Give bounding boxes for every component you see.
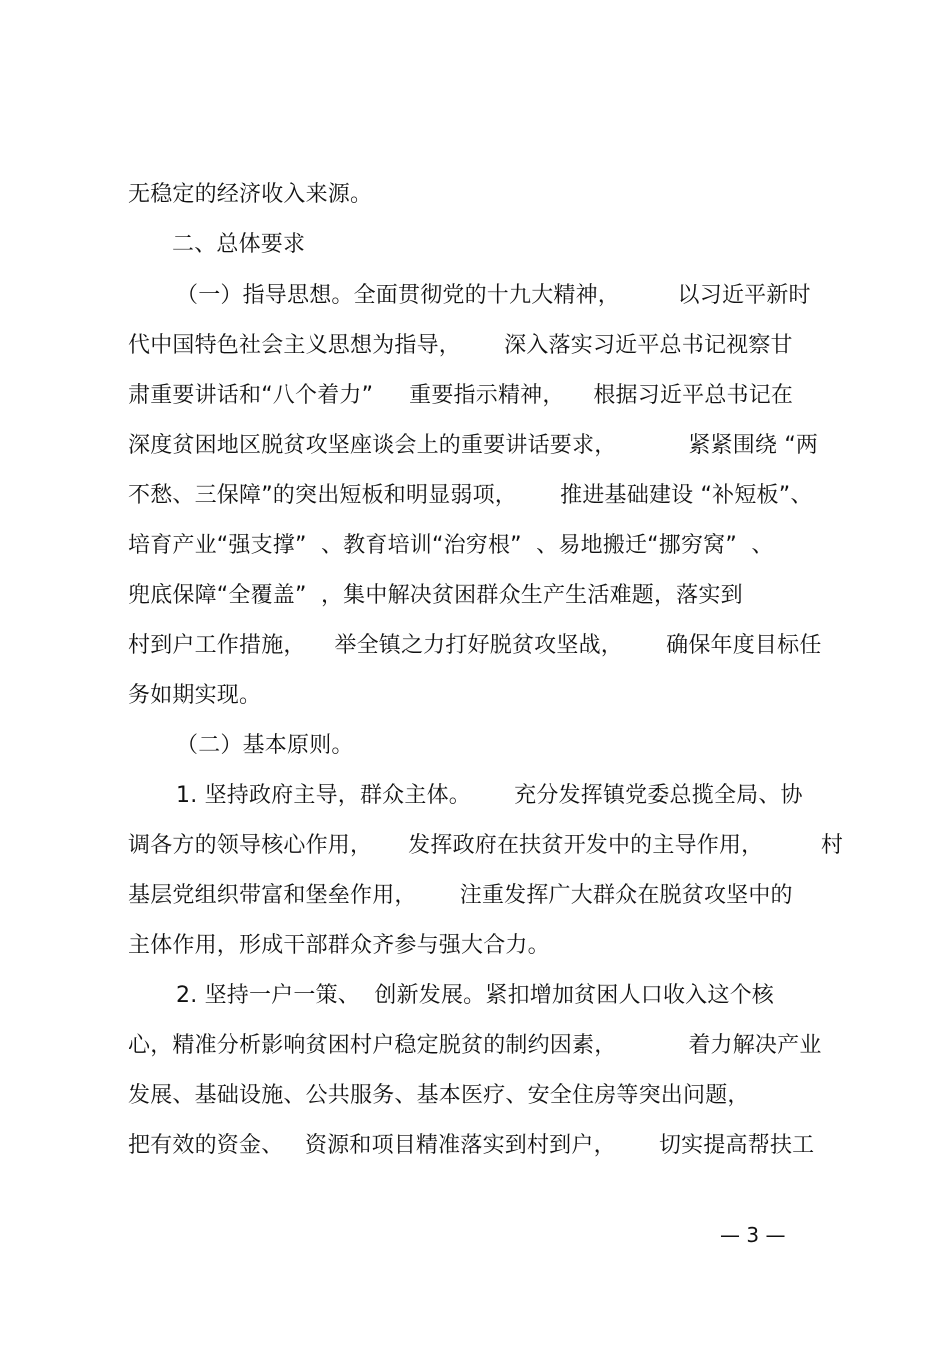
- text-line: 兜底保障“全覆盖” ，集中解决贫困群众生产生活难题，落实到: [128, 583, 743, 608]
- section-heading: 二、总体要求: [172, 232, 306, 257]
- page-number: — 3 —: [720, 1223, 786, 1247]
- principle-paragraph-line: 1. 坚持政府主导，群众主体。 充分发挥镇党委总揽全局、协: [176, 783, 803, 808]
- text-line: 主体作用，形成干部群众齐参与强大合力。: [128, 933, 550, 958]
- text-line: 心，精准分析影响贫困村户稳定脱贫的制约因素， 着力解决产业: [128, 1033, 822, 1058]
- text-line: 村到户工作措施， 举全镇之力打好脱贫攻坚战， 确保年度目标任: [128, 633, 822, 658]
- text-line: 把有效的资金、 资源和项目精准落实到村到户， 切实提高帮扶工: [128, 1133, 815, 1158]
- text-line: 调各方的领导核心作用， 发挥政府在扶贫开发中的主导作用， 村: [128, 833, 844, 858]
- text-line: 不愁、三保障”的突出短板和明显弱项， 推进基础建设 “补短板”、: [128, 483, 813, 508]
- text-line: 肃重要讲话和“八个着力” 重要指示精神， 根据习近平总书记在: [128, 383, 794, 408]
- text-line: 培育产业“强支撑” 、教育培训“治穷根” 、易地搬迁“挪穷窝” 、: [128, 533, 774, 558]
- text-line: 代中国特色社会主义思想为指导， 深入落实习近平总书记视察甘: [128, 333, 793, 358]
- subsection-heading: （二）基本原则。: [176, 733, 354, 758]
- text-line: 务如期实现。: [128, 683, 262, 708]
- text-line: 深度贫困地区脱贫攻坚座谈会上的重要讲话要求， 紧紧围绕 “两: [128, 433, 819, 458]
- text-line: 无稳定的经济收入来源。: [128, 182, 373, 207]
- principle-paragraph-line: 2. 坚持一户一策、 创新发展。紧扣增加贫困人口收入这个核: [176, 983, 774, 1008]
- subsection-paragraph-line: （一）指导思想。全面贯彻党的十九大精神， 以习近平新时: [176, 283, 811, 308]
- text-line: 基层党组织带富和堡垒作用， 注重发挥广大群众在脱贫攻坚中的: [128, 883, 793, 908]
- text-line: 发展、基础设施、公共服务、基本医疗、安全住房等突出问题，: [128, 1083, 750, 1108]
